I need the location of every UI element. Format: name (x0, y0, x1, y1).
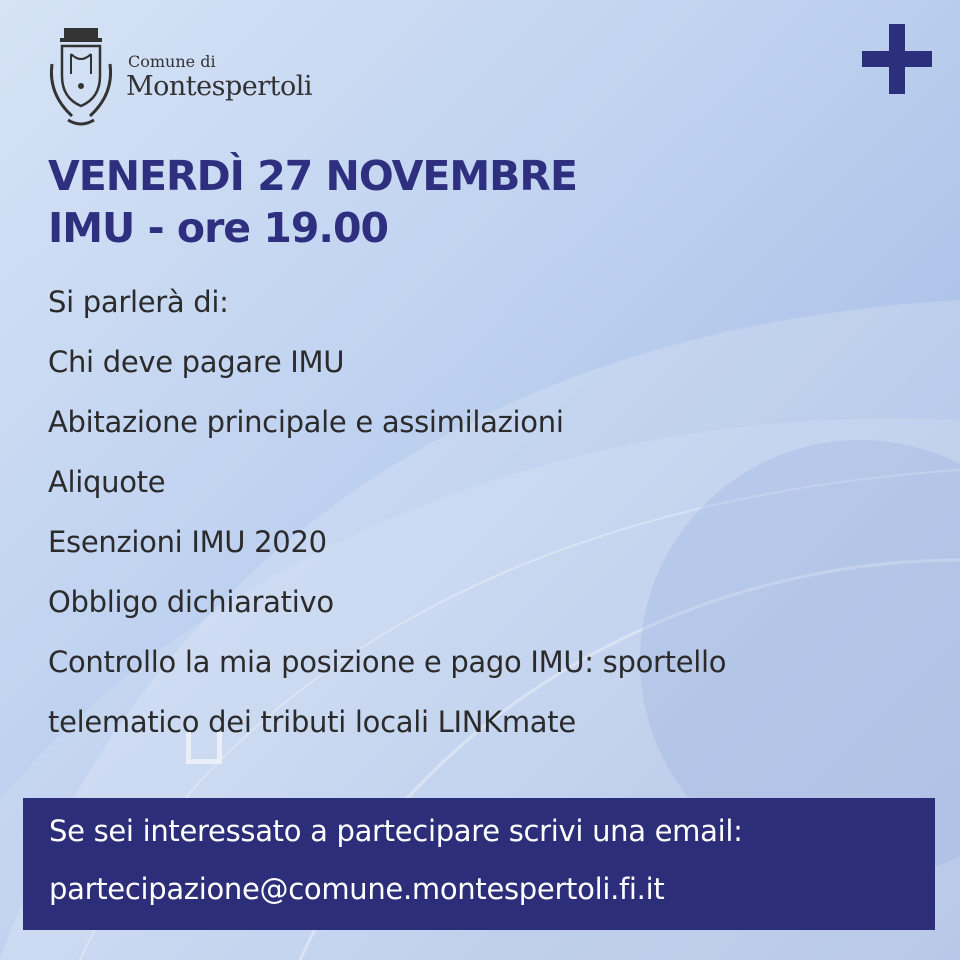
event-subject-time: IMU - ore 19.00 (48, 204, 389, 252)
event-date: VENERDÌ 27 NOVEMBRE (48, 152, 577, 200)
contact-email-link[interactable]: partecipazione@comune.montespertoli.fi.it (49, 872, 665, 906)
topics-intro: Si parlerà di: (48, 285, 229, 319)
decorative-bracket (186, 732, 222, 764)
municipality-logo (46, 24, 346, 134)
topic-item: Controllo la mia posizione e pago IMU: sportello (48, 645, 727, 679)
topic-item: Obbligo dichiarativo (48, 585, 334, 619)
topic-item: telematico dei tributi locali LINKmate (48, 705, 576, 739)
contact-banner (23, 798, 935, 930)
topics-list (48, 278, 726, 758)
plus-icon (862, 24, 932, 94)
topic-item: Aliquote (48, 465, 166, 499)
event-title (48, 150, 577, 254)
topic-item: Abitazione principale e assimilazioni (48, 405, 564, 439)
topic-item: Chi deve pagare IMU (48, 345, 345, 379)
contact-invite: Se sei interessato a partecipare scrivi una email: (49, 814, 743, 848)
topic-item: Esenzioni IMU 2020 (48, 525, 327, 559)
logo-line-1: Comune di (128, 52, 216, 71)
logo-line-2: Montespertoli (126, 71, 313, 102)
municipal-crest-icon (46, 24, 116, 130)
